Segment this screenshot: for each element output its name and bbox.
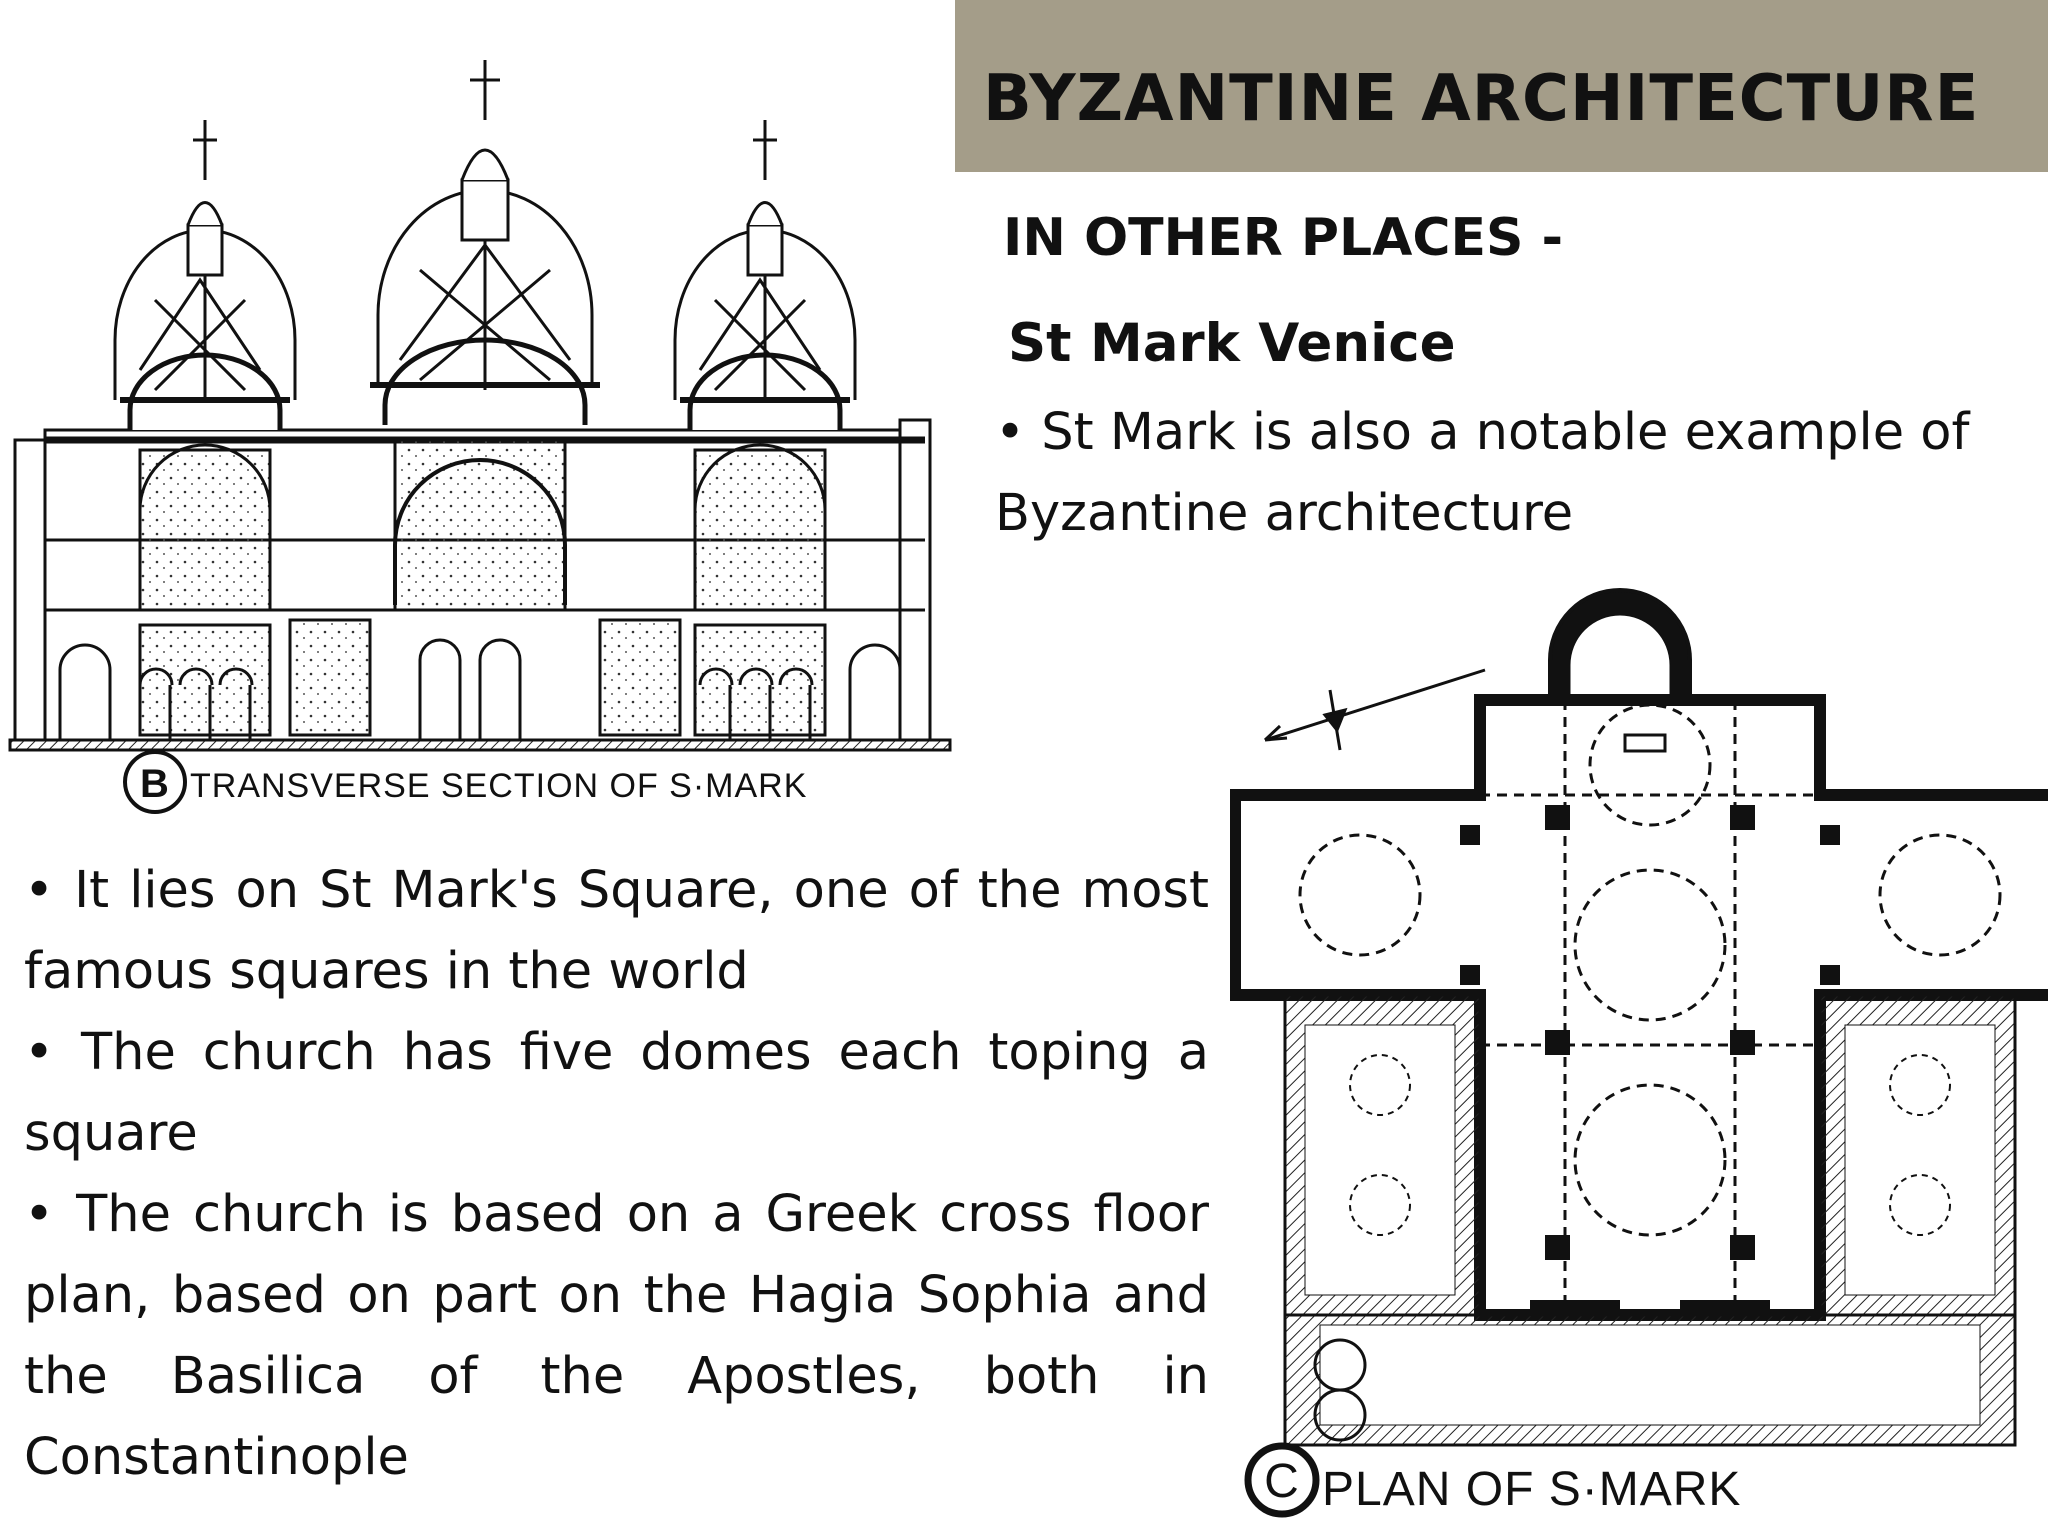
section-figure-caption: TRANSVERSE SECTION OF S·MARK (190, 767, 808, 805)
bullet-list (24, 850, 1209, 1498)
topic-heading: St Mark Venice (1008, 313, 1456, 374)
plan-figure-caption: PLAN OF S·MARK (1322, 1463, 1742, 1516)
floor-plan-drawing (1230, 585, 2048, 1536)
transverse-section-drawing (0, 40, 960, 820)
bullet-item: • It lies on St Mark's Square, one of the most famous squares in the world (24, 861, 1209, 1001)
bullet-item: • The church is based on a Greek cross floor plan, based on part on the Hagia Sophia and the Basilica of the Apostles, both in Constantinople (24, 1185, 1209, 1487)
subheading: IN OTHER PLACES - (1003, 208, 1564, 268)
intro-bullet: • St Mark is also a notable example of Byzantine architecture (995, 403, 1970, 543)
section-figure-letter: B (140, 762, 170, 806)
bullet-item: • The church has five domes each toping a square (24, 1023, 1209, 1163)
slide-title: BYZANTINE ARCHITECTURE (983, 62, 1980, 136)
plan-figure-letter: C (1264, 1455, 1300, 1508)
